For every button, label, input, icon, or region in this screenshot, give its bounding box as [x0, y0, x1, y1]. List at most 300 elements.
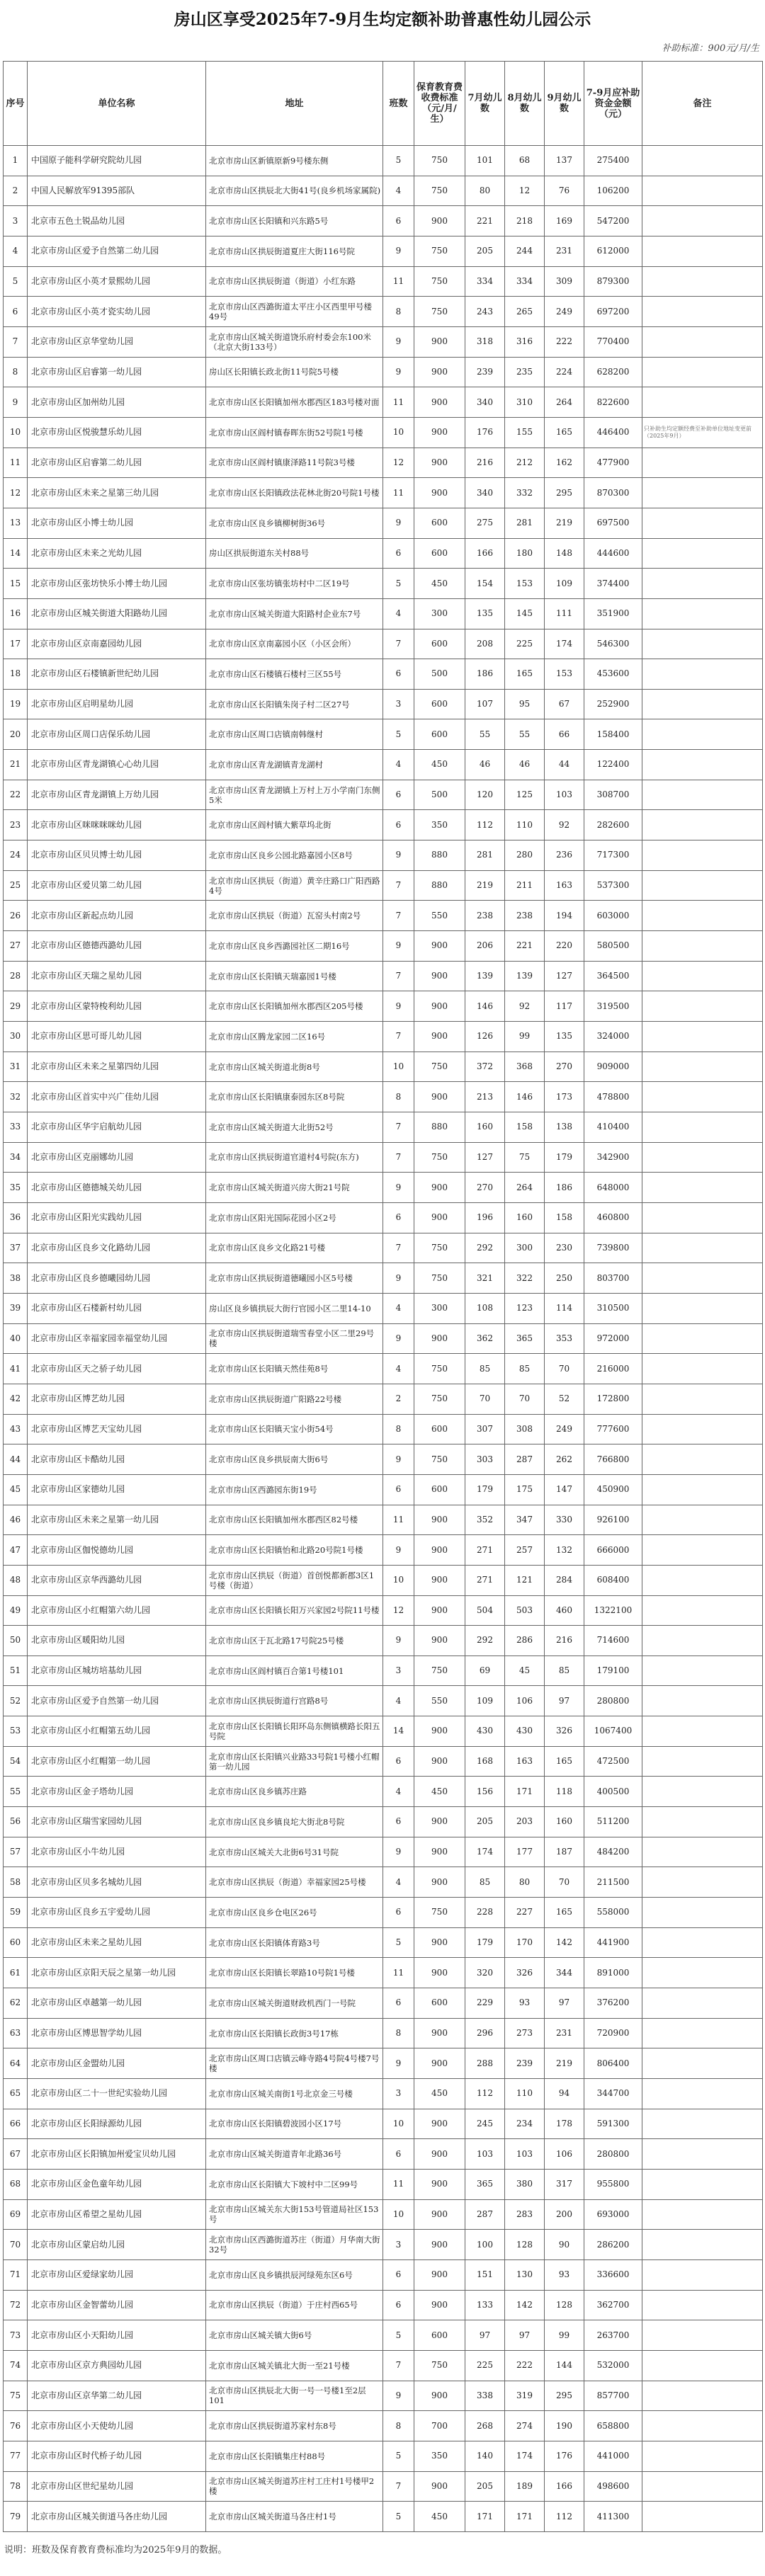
cell-name: 北京市房山区京华第二幼儿园: [28, 2381, 206, 2411]
cell-seq: 65: [4, 2079, 28, 2109]
cell-total: 766800: [584, 1444, 642, 1475]
cell-m9: 249: [545, 1414, 584, 1444]
cell-seq: 19: [4, 689, 28, 719]
cell-total: 477900: [584, 448, 642, 478]
cell-m8: 110: [505, 2079, 545, 2109]
cell-addr: 北京市房山区良乡镇良坨大街北8号院: [206, 1807, 383, 1837]
cell-m9: 92: [545, 810, 584, 840]
cell-total: 870300: [584, 478, 642, 508]
cell-name: 北京市房山区小博士幼儿园: [28, 508, 206, 538]
cell-name: 中国人民解放军91395部队: [28, 176, 206, 206]
cell-m7: 271: [465, 1565, 505, 1595]
cell-seq: 40: [4, 1323, 28, 1354]
cell-m9: 160: [545, 1807, 584, 1837]
cell-fee: 750: [414, 236, 465, 266]
cell-classes: 9: [383, 1535, 414, 1566]
cell-addr: 北京市房山区长阳镇碧波园小区17号: [206, 2109, 383, 2139]
cell-name: 北京市五色土锐品幼儿园: [28, 206, 206, 236]
cell-seq: 41: [4, 1354, 28, 1384]
cell-note: [642, 1535, 763, 1566]
cell-seq: 5: [4, 266, 28, 297]
cell-m9: 162: [545, 448, 584, 478]
cell-classes: 6: [383, 1474, 414, 1505]
cell-m8: 308: [505, 1414, 545, 1444]
table-row: [4, 1082, 763, 1112]
cell-m9: 70: [545, 1354, 584, 1384]
cell-m8: 70: [505, 1384, 545, 1414]
cell-fee: 500: [414, 659, 465, 690]
table-row: [4, 719, 763, 750]
cell-seq: 24: [4, 840, 28, 871]
cell-addr: 北京市房山区拱辰街道行宫路8号: [206, 1686, 383, 1716]
cell-name: 北京市房山区蒙启幼儿园: [28, 2230, 206, 2260]
cell-name: 北京市房山区未来之星第四幼儿园: [28, 1052, 206, 1082]
cell-addr: 房山区长阳镇长政北街11号院5号楼: [206, 357, 383, 387]
cell-fee: 900: [414, 1173, 465, 1203]
cell-total: 410400: [584, 1112, 642, 1143]
cell-m8: 265: [505, 297, 545, 327]
cell-addr: 北京市房山区长阳镇康泰园东区8号院: [206, 1082, 383, 1112]
cell-addr: 北京市房山区拱辰北大街一号一号楼1至2层101: [206, 2381, 383, 2411]
cell-m7: 176: [465, 417, 505, 448]
cell-seq: 25: [4, 870, 28, 901]
cell-addr: 北京市房山区良乡镇苏庄路: [206, 1777, 383, 1807]
cell-m9: 128: [545, 2290, 584, 2320]
cell-m8: 171: [505, 1777, 545, 1807]
cell-note: [642, 1263, 763, 1294]
cell-name: 北京市房山区小英才景熙幼儿园: [28, 266, 206, 297]
cell-total: 336600: [584, 2259, 642, 2290]
table-body: [4, 146, 763, 2532]
cell-m8: 203: [505, 1807, 545, 1837]
cell-classes: 9: [383, 840, 414, 871]
cell-addr: 房山区良乡镇拱辰大街行官园小区二里14-10: [206, 1293, 383, 1323]
cell-name: 北京市房山区京方典园幼儿园: [28, 2350, 206, 2381]
cell-m9: 353: [545, 1323, 584, 1354]
table-row: [4, 1777, 763, 1807]
cell-classes: 9: [383, 326, 414, 357]
cell-m8: 273: [505, 2018, 545, 2048]
cell-seq: 42: [4, 1384, 28, 1414]
cell-name: 北京市房山区小英才瓷实幼儿园: [28, 297, 206, 327]
cell-m8: 310: [505, 387, 545, 418]
cell-m9: 169: [545, 206, 584, 236]
cell-m9: 179: [545, 1142, 584, 1173]
cell-fee: 880: [414, 870, 465, 901]
cell-classes: 12: [383, 1595, 414, 1626]
cell-total: 857700: [584, 2381, 642, 2411]
cell-m9: 109: [545, 569, 584, 599]
table-row: [4, 478, 763, 508]
cell-seq: 18: [4, 659, 28, 690]
cell-classes: 6: [383, 659, 414, 690]
cell-seq: 78: [4, 2471, 28, 2502]
cell-classes: 6: [383, 2290, 414, 2320]
cell-addr: 北京市房山区长阳镇加州水郡西区205号楼: [206, 991, 383, 1022]
cell-m9: 250: [545, 1263, 584, 1294]
cell-total: 806400: [584, 2048, 642, 2079]
cell-fee: 900: [414, 387, 465, 418]
cell-name: 北京市房山区家德幼儿园: [28, 1474, 206, 1505]
cell-addr: 北京市房山区良乡拱辰南大街6号: [206, 1444, 383, 1475]
cell-fee: 900: [414, 1535, 465, 1566]
cell-fee: 900: [414, 448, 465, 478]
cell-note: [642, 2350, 763, 2381]
table-row: [4, 2139, 763, 2170]
cell-seq: 75: [4, 2381, 28, 2411]
table-row: [4, 870, 763, 901]
cell-fee: 900: [414, 2169, 465, 2199]
cell-note: [642, 266, 763, 297]
cell-total: 444600: [584, 538, 642, 569]
cell-fee: 750: [414, 1142, 465, 1173]
cell-total: 286200: [584, 2230, 642, 2260]
cell-seq: 16: [4, 598, 28, 629]
cell-name: 北京市房山区城坊培基幼儿园: [28, 1655, 206, 1686]
cell-m8: 121: [505, 1565, 545, 1595]
cell-note: [642, 1898, 763, 1928]
cell-m7: 120: [465, 780, 505, 810]
cell-m8: 153: [505, 569, 545, 599]
cell-m9: 270: [545, 1052, 584, 1082]
table-row: [4, 266, 763, 297]
cell-note: [642, 1323, 763, 1354]
cell-fee: 900: [414, 1716, 465, 1747]
cell-fee: 900: [414, 2230, 465, 2260]
cell-seq: 46: [4, 1505, 28, 1535]
cell-classes: 10: [383, 2109, 414, 2139]
cell-note: [642, 2139, 763, 2170]
cell-fee: 450: [414, 2079, 465, 2109]
table-row: [4, 2079, 763, 2109]
cell-addr: 北京市房山区拱辰街道（街道）小红东路: [206, 266, 383, 297]
cell-m9: 165: [545, 1898, 584, 1928]
cell-total: 211500: [584, 1867, 642, 1898]
cell-total: 344700: [584, 2079, 642, 2109]
cell-m9: 284: [545, 1565, 584, 1595]
cell-name: 北京市房山区金色童年幼儿园: [28, 2169, 206, 2199]
cell-classes: 7: [383, 1112, 414, 1143]
cell-m9: 262: [545, 1444, 584, 1475]
cell-name: 北京市房山区首实中兴广佳幼儿园: [28, 1082, 206, 1112]
table-row: [4, 1746, 763, 1777]
cell-seq: 1: [4, 146, 28, 176]
cell-total: 697200: [584, 297, 642, 327]
cell-m9: 190: [545, 2411, 584, 2441]
cell-m7: 196: [465, 1202, 505, 1233]
cell-fee: 750: [414, 1655, 465, 1686]
cell-total: 628200: [584, 357, 642, 387]
cell-addr: 北京市房山区石楼镇石楼村三区55号: [206, 659, 383, 690]
cell-m7: 171: [465, 2502, 505, 2532]
cell-name: 北京市房山区启睿第一幼儿园: [28, 357, 206, 387]
cell-classes: 6: [383, 538, 414, 569]
cell-seq: 28: [4, 961, 28, 991]
cell-m7: 430: [465, 1716, 505, 1747]
cell-addr: 北京市房山区拱辰街道瑞雪春堂小区二里29号楼: [206, 1323, 383, 1354]
cell-m8: 430: [505, 1716, 545, 1747]
table-row: [4, 1686, 763, 1716]
cell-name: 北京市房山区卡酷幼儿园: [28, 1444, 206, 1475]
cell-classes: 7: [383, 1233, 414, 1263]
cell-m9: 118: [545, 1777, 584, 1807]
cell-name: 北京市房山区华宇启航幼儿园: [28, 1112, 206, 1143]
cell-addr: 北京市房山区良乡文化路21号楼: [206, 1233, 383, 1263]
cell-m9: 194: [545, 901, 584, 931]
cell-total: 263700: [584, 2320, 642, 2351]
cell-addr: 北京市房山区拱辰街道德曦园小区5号楼: [206, 1263, 383, 1294]
cell-seq: 52: [4, 1686, 28, 1716]
cell-name: 北京市房山区城关街道马各庄幼儿园: [28, 2502, 206, 2532]
cell-addr: 北京市房山区城关南街1号北京金三号楼: [206, 2079, 383, 2109]
cell-addr: 北京市房山区拱辰（街道）黄辛庄路口广阳西路4号: [206, 870, 383, 901]
cell-m9: 158: [545, 1202, 584, 1233]
cell-classes: 4: [383, 1354, 414, 1384]
cell-m9: 66: [545, 719, 584, 750]
cell-fee: 350: [414, 2441, 465, 2471]
cell-addr: 北京市房山区长阳镇长阳万兴家园2号院11号楼: [206, 1595, 383, 1626]
cell-addr: 北京市房山区拱辰街道夏庄大街116号院: [206, 236, 383, 266]
table-row: [4, 1958, 763, 1988]
cell-addr: 北京市房山区长阳镇体育路3号: [206, 1927, 383, 1958]
cell-note: [642, 1716, 763, 1747]
cell-name: 北京市房山区长阳镇加州爱宝贝幼儿园: [28, 2139, 206, 2170]
cell-m8: 300: [505, 1233, 545, 1263]
cell-note: [642, 1595, 763, 1626]
cell-m8: 189: [505, 2471, 545, 2502]
cell-m7: 205: [465, 2471, 505, 2502]
cell-name: 北京市房山区贝多名城幼儿园: [28, 1867, 206, 1898]
cell-total: 460800: [584, 1202, 642, 1233]
cell-m7: 372: [465, 1052, 505, 1082]
cell-name: 北京市房山区小红帽第一幼儿园: [28, 1746, 206, 1777]
cell-seq: 43: [4, 1414, 28, 1444]
cell-m9: 135: [545, 1022, 584, 1052]
cell-note: [642, 870, 763, 901]
cell-addr: 北京市房山区阳光国际花园小区2号: [206, 1202, 383, 1233]
cell-seq: 6: [4, 297, 28, 327]
cell-addr: 北京市房山区拱辰（街道）首创悦都新郡3区1号楼（街道）: [206, 1565, 383, 1595]
cell-name: 北京市房山区金子塔幼儿园: [28, 1777, 206, 1807]
cell-addr: 北京市房山区良乡西潞园社区二期16号: [206, 931, 383, 962]
cell-m8: 221: [505, 931, 545, 962]
cell-m7: 239: [465, 357, 505, 387]
cell-total: 955800: [584, 2169, 642, 2199]
cell-m8: 322: [505, 1263, 545, 1294]
cell-fee: 500: [414, 780, 465, 810]
cell-m8: 174: [505, 2441, 545, 2471]
cell-classes: 3: [383, 2230, 414, 2260]
cell-name: 北京市房山区爱予自然第二幼儿园: [28, 236, 206, 266]
cell-note: [642, 1022, 763, 1052]
cell-total: 450900: [584, 1474, 642, 1505]
cell-m8: 142: [505, 2290, 545, 2320]
cell-m9: 103: [545, 780, 584, 810]
table-row: [4, 1535, 763, 1566]
cell-total: 282600: [584, 810, 642, 840]
cell-classes: 9: [383, 2381, 414, 2411]
cell-seq: 44: [4, 1444, 28, 1475]
cell-seq: 31: [4, 1052, 28, 1082]
cell-note: [642, 2441, 763, 2471]
cell-seq: 7: [4, 326, 28, 357]
cell-classes: 11: [383, 266, 414, 297]
cell-m9: 114: [545, 1293, 584, 1323]
cell-m7: 109: [465, 1686, 505, 1716]
cell-addr: 北京市房山区城关街道财政机西门一号院: [206, 1988, 383, 2019]
header-classes: 班数: [383, 62, 414, 146]
cell-name: 北京市房山区卓越第一幼儿园: [28, 1988, 206, 2019]
cell-addr: 北京市房山区城关街道北街8号: [206, 1052, 383, 1082]
cell-note: [642, 1867, 763, 1898]
cell-m7: 320: [465, 1958, 505, 1988]
table-row: [4, 2320, 763, 2351]
cell-m9: 138: [545, 1112, 584, 1143]
cell-m8: 234: [505, 2109, 545, 2139]
cell-classes: 7: [383, 2471, 414, 2502]
cell-classes: 11: [383, 1958, 414, 1988]
cell-classes: 6: [383, 780, 414, 810]
cell-classes: 6: [383, 1807, 414, 1837]
table-row: [4, 1837, 763, 1867]
table-row: [4, 1867, 763, 1898]
cell-name: 北京市房山区城关街道大阳路幼儿园: [28, 598, 206, 629]
cell-addr: 北京市房山区长阳镇和兴东路5号: [206, 206, 383, 236]
cell-fee: 750: [414, 1384, 465, 1414]
cell-m7: 275: [465, 508, 505, 538]
cell-m8: 12: [505, 176, 545, 206]
cell-m8: 225: [505, 629, 545, 659]
cell-note: [642, 2381, 763, 2411]
cell-classes: 7: [383, 870, 414, 901]
cell-m7: 208: [465, 629, 505, 659]
cell-m9: 231: [545, 2018, 584, 2048]
cell-m7: 101: [465, 146, 505, 176]
cell-m8: 80: [505, 1867, 545, 1898]
cell-fee: 600: [414, 1414, 465, 1444]
cell-classes: 8: [383, 2411, 414, 2441]
table-row: [4, 2169, 763, 2199]
cell-m9: 295: [545, 478, 584, 508]
table-row: [4, 1142, 763, 1173]
cell-addr: 北京市房山区长阳镇加州水郡西区82号楼: [206, 1505, 383, 1535]
cell-m7: 70: [465, 1384, 505, 1414]
cell-fee: 750: [414, 1444, 465, 1475]
cell-note: [642, 719, 763, 750]
cell-fee: 880: [414, 840, 465, 871]
cell-m7: 340: [465, 478, 505, 508]
cell-m9: 148: [545, 538, 584, 569]
cell-total: 252900: [584, 689, 642, 719]
cell-seq: 37: [4, 1233, 28, 1263]
cell-m9: 70: [545, 1867, 584, 1898]
cell-m7: 186: [465, 659, 505, 690]
cell-m8: 165: [505, 659, 545, 690]
cell-m9: 317: [545, 2169, 584, 2199]
cell-m9: 97: [545, 1686, 584, 1716]
cell-addr: 北京市房山区腾龙家园二区16号: [206, 1022, 383, 1052]
cell-note: [642, 689, 763, 719]
table-row: [4, 1505, 763, 1535]
cell-classes: 6: [383, 2259, 414, 2290]
cell-name: 北京市房山区贝贝博士幼儿园: [28, 840, 206, 871]
page-title: 房山区享受2025年7-9月生均定额补助普惠性幼儿园公示: [174, 10, 591, 29]
cell-fee: 900: [414, 2381, 465, 2411]
cell-name: 北京市房山区博艺幼儿园: [28, 1384, 206, 1414]
cell-m9: 344: [545, 1958, 584, 1988]
cell-note: [642, 1927, 763, 1958]
cell-fee: 750: [414, 297, 465, 327]
cell-classes: 14: [383, 1716, 414, 1747]
cell-m8: 283: [505, 2199, 545, 2230]
cell-seq: 64: [4, 2048, 28, 2079]
cell-note: [642, 931, 763, 962]
cell-fee: 900: [414, 1837, 465, 1867]
cell-m7: 340: [465, 387, 505, 418]
table-row: [4, 901, 763, 931]
cell-seq: 66: [4, 2109, 28, 2139]
cell-addr: 北京市房山区城关街道苏庄村工庄村1号楼甲2楼: [206, 2471, 383, 2502]
cell-fee: 450: [414, 750, 465, 780]
cell-m7: 287: [465, 2199, 505, 2230]
cell-total: 739800: [584, 1233, 642, 1263]
cell-m9: 144: [545, 2350, 584, 2381]
cell-m8: 244: [505, 236, 545, 266]
cell-m8: 75: [505, 1142, 545, 1173]
cell-seq: 26: [4, 901, 28, 931]
cell-m7: 179: [465, 1474, 505, 1505]
cell-classes: 10: [383, 1052, 414, 1082]
cell-name: 北京市房山区阳光实践幼儿园: [28, 1202, 206, 1233]
cell-classes: 12: [383, 448, 414, 478]
cell-note: [642, 2411, 763, 2441]
cell-fee: 900: [414, 991, 465, 1022]
table-row: [4, 236, 763, 266]
cell-addr: 北京市房山区城关东大街153号管道局社区153号: [206, 2199, 383, 2230]
cell-fee: 300: [414, 1293, 465, 1323]
cell-m8: 380: [505, 2169, 545, 2199]
cell-m7: 338: [465, 2381, 505, 2411]
cell-seq: 13: [4, 508, 28, 538]
cell-note: [642, 1202, 763, 1233]
cell-total: 658800: [584, 2411, 642, 2441]
cell-fee: 450: [414, 569, 465, 599]
cell-addr: 北京市房山区长阳镇长阳环岛东侧镇横路长阳五号院: [206, 1716, 383, 1747]
table-row: [4, 297, 763, 327]
cell-m8: 155: [505, 417, 545, 448]
cell-seq: 74: [4, 2350, 28, 2381]
cell-fee: 750: [414, 1354, 465, 1384]
cell-addr: 北京市房山区张坊镇张坊村中二区19号: [206, 569, 383, 599]
cell-note: [642, 2079, 763, 2109]
table-row: [4, 176, 763, 206]
cell-m7: 245: [465, 2109, 505, 2139]
cell-total: 909000: [584, 1052, 642, 1082]
header-total: 7-9月应补助资金金额（元）: [584, 62, 642, 146]
subsidy-table: [3, 61, 763, 2532]
cell-m7: 127: [465, 1142, 505, 1173]
cell-classes: 7: [383, 1142, 414, 1173]
cell-m7: 135: [465, 598, 505, 629]
cell-seq: 70: [4, 2230, 28, 2260]
cell-m9: 94: [545, 2079, 584, 2109]
cell-m8: 319: [505, 2381, 545, 2411]
cell-fee: 900: [414, 2018, 465, 2048]
cell-classes: 10: [383, 417, 414, 448]
table-row: [4, 961, 763, 991]
cell-m7: 80: [465, 176, 505, 206]
cell-note: [642, 2109, 763, 2139]
